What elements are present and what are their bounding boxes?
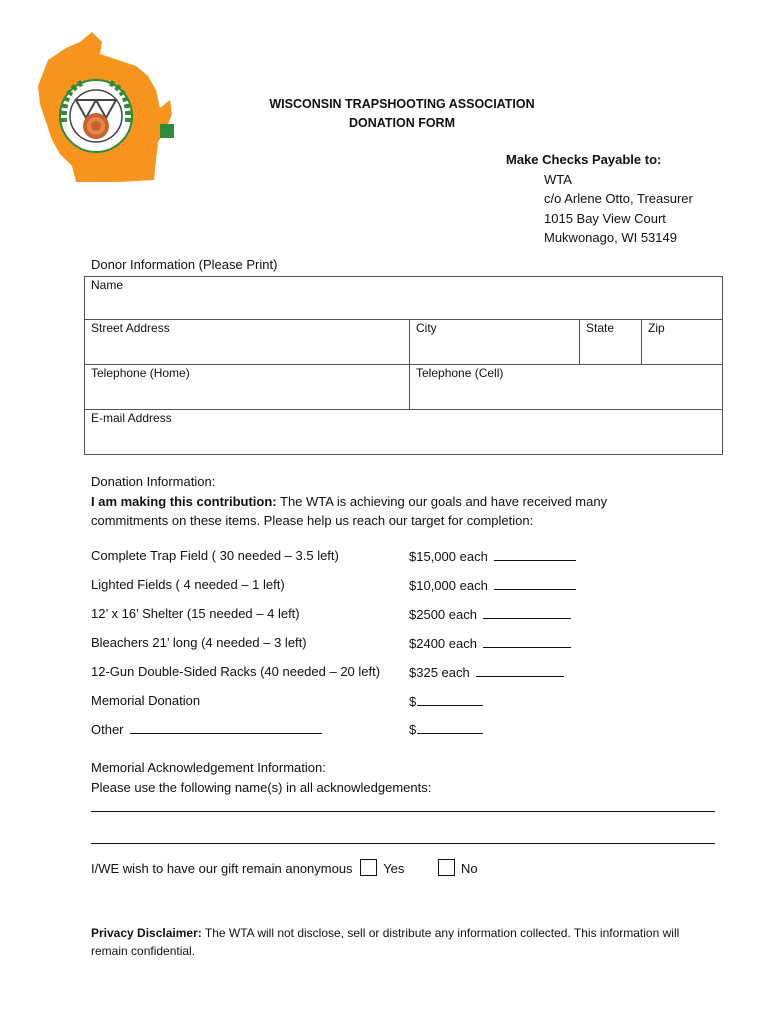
- donation-lead-text: The WTA is achieving our goals and have received many: [276, 493, 608, 509]
- donation-item-label: Bleachers 21’ long (4 needed – 3 left): [91, 635, 307, 650]
- no-label: No: [461, 861, 478, 876]
- amount-blank[interactable]: [483, 635, 571, 648]
- amount-blank[interactable]: [476, 664, 564, 677]
- zip-label: Zip: [648, 321, 665, 335]
- amount-blank[interactable]: [494, 548, 576, 561]
- payable-line: WTA: [544, 171, 572, 187]
- donation-item-other: [91, 721, 322, 737]
- tel-home-field[interactable]: [85, 365, 410, 410]
- amount-blank[interactable]: [417, 721, 483, 734]
- donation-item-amount: [409, 693, 483, 709]
- amount-blank[interactable]: [417, 693, 483, 706]
- privacy-bold: Privacy Disclaimer:: [91, 926, 202, 940]
- amount-blank[interactable]: [483, 606, 571, 619]
- city-label: City: [416, 321, 437, 335]
- amount-text: $2500 each: [409, 607, 477, 622]
- payable-line: Mukwonago, WI 53149: [544, 230, 677, 245]
- name-field[interactable]: [85, 277, 723, 320]
- zip-field[interactable]: [642, 320, 723, 365]
- form-name: DONATION FORM: [348, 116, 455, 130]
- donation-lead-bold: I am making this contribution:: [91, 493, 277, 509]
- amount-text: $2400 each: [409, 636, 477, 651]
- anonymous-row: [91, 859, 478, 876]
- anonymous-label: I/WE wish to have our gift remain anonymous: [91, 861, 353, 876]
- donation-item-amount: [409, 721, 483, 737]
- donation-heading: Donation Information:: [91, 474, 216, 489]
- amount-text: $: [409, 722, 417, 737]
- city-field[interactable]: [410, 320, 580, 365]
- amount-text: $10,000 each: [409, 578, 488, 593]
- wreath-icon: [60, 80, 132, 152]
- privacy-text: The WTA will not disclose, sell or distribute any information collected. This information will remain confidential.: [91, 926, 680, 958]
- street-label: Street Address: [91, 321, 170, 335]
- donation-item-amount: [409, 548, 576, 564]
- yes-checkbox[interactable]: [360, 859, 377, 876]
- payable-line: c/o Arlene Otto, Treasurer: [544, 191, 693, 206]
- tel-cell-field[interactable]: [410, 365, 723, 410]
- memorial-line[interactable]: [91, 811, 715, 812]
- donation-item-amount: [409, 635, 571, 651]
- state-field[interactable]: [580, 320, 642, 365]
- tel-home-label: Telephone (Home): [91, 366, 190, 380]
- donor-table: [84, 276, 723, 455]
- org-name: WISCONSIN TRAPSHOOTING ASSOCIATION: [269, 97, 535, 111]
- yes-label: Yes: [383, 861, 405, 876]
- donation-item-label: Other: [91, 722, 124, 737]
- donation-item-amount: [409, 664, 564, 680]
- form-title: [200, 95, 604, 133]
- amount-text: $325 each: [409, 665, 470, 680]
- street-field[interactable]: [85, 320, 410, 365]
- memorial-text: Please use the following name(s) in all acknowledgements:: [91, 779, 432, 795]
- state-label: State: [586, 321, 615, 335]
- amount-blank[interactable]: [494, 577, 576, 590]
- wisconsin-state-logo-icon: [36, 30, 176, 188]
- memorial-line[interactable]: [91, 843, 715, 844]
- tel-cell-label: Telephone (Cell): [416, 366, 504, 380]
- email-label: E-mail Address: [91, 411, 172, 425]
- donation-item-label: 12-Gun Double-Sided Racks (40 needed – 20 left): [91, 664, 381, 679]
- memorial-heading: Memorial Acknowledgement Information:: [91, 760, 326, 775]
- donation-lead: [91, 492, 711, 512]
- name-label: Name: [91, 278, 124, 292]
- amount-text: $: [409, 694, 417, 709]
- payable-block: [506, 150, 693, 248]
- email-field[interactable]: [85, 410, 723, 455]
- amount-text: $15,000 each: [409, 549, 488, 564]
- donation-item-label: Memorial Donation: [91, 693, 201, 708]
- no-checkbox[interactable]: [438, 859, 455, 876]
- donation-item-label: 12’ x 16’ Shelter (15 needed – 4 left): [91, 606, 300, 621]
- donation-item-amount: [409, 577, 576, 593]
- donation-item-label: Complete Trap Field ( 30 needed – 3.5 left): [91, 548, 339, 563]
- payable-heading: Make Checks Payable to:: [506, 152, 662, 167]
- donation-item-amount: [409, 606, 571, 622]
- privacy-disclaimer: [91, 925, 711, 960]
- donation-lead-line2: commitments on these items. Please help us reach our target for completion:: [91, 513, 534, 528]
- donation-item-label: Lighted Fields ( 4 needed – 1 left): [91, 577, 285, 592]
- other-blank[interactable]: [130, 721, 322, 734]
- memorial-block: [91, 758, 431, 797]
- donor-heading: Donor Information (Please Print): [91, 257, 278, 272]
- payable-line: 1015 Bay View Court: [544, 210, 666, 226]
- donation-block: [91, 472, 711, 531]
